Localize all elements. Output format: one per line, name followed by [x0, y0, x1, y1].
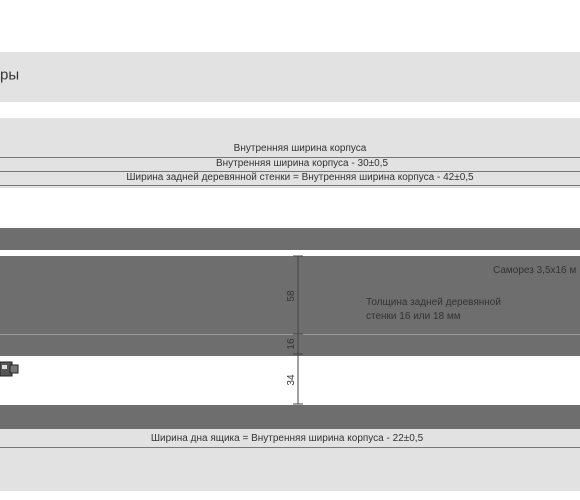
vertical-dimension-line — [290, 250, 306, 410]
dim-16-label: 16 — [286, 338, 297, 350]
header-band — [0, 52, 580, 102]
back-wall-thickness-line1: Толщина задней деревянной — [366, 297, 501, 308]
hardware-clip-icon — [0, 360, 20, 378]
drawer-top-strip — [0, 228, 580, 250]
dim-34-label: 34 — [286, 374, 297, 386]
drawer-bottom-panel — [0, 405, 580, 429]
dim-58-label: 58 — [286, 290, 297, 302]
back-wall-thickness-line2: стенки 16 или 18 мм — [366, 311, 461, 322]
back-wall-width-line — [0, 185, 580, 186]
bottom-width-line — [0, 447, 580, 448]
header-title: ры — [0, 66, 20, 84]
inner-width-minus-30-label: Внутренняя ширина корпуса - 30±0,5 — [215, 158, 389, 169]
bottom-width-label: Ширина дна ящика = Внутренняя ширина корпуса - 22±0,5 — [150, 433, 424, 444]
inner-width-label: Внутренняя ширина корпуса — [233, 143, 367, 154]
back-wall-width-label: Ширина задней деревянной стенки = Внутренняя ширина корпуса - 42±0,5 — [126, 172, 474, 183]
screw-label: Саморез 3,5х16 м — [493, 265, 577, 276]
